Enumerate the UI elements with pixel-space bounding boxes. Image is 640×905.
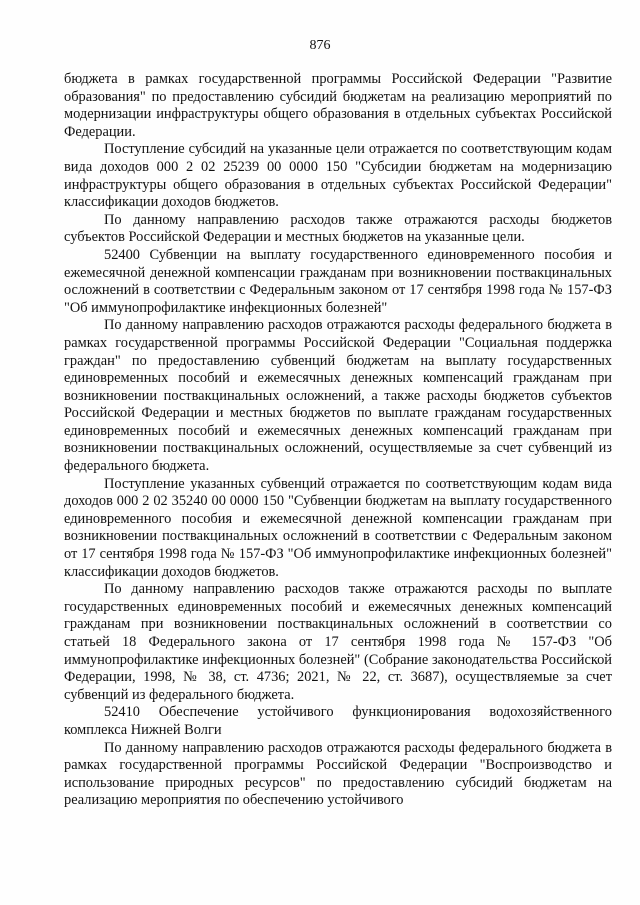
paragraph-subsidy-income: Поступление субсидий на указанные цели отражается по соответствующим кодам вида доходов 000 2 02 25239 00 0000 150 "Субсидии бюджетам на модернизацию инфраструктуры общего образования в отдельных субъектах Российской Федерации" классификации доходов бюджетов. <box>64 141 612 211</box>
document-body <box>64 71 612 810</box>
paragraph-subvention-income: Поступление указанных субвенций отражается по соответствующим кодам вида доходов 000 2 02 35240 00 0000 150 "Субвенции бюджетам на выплату государственного единовременного пособия и ежемесячной денежной компенсации гражданам при возникновении поствакцинальных осложнений в соответствии с Федеральным законом от 17 сентября 1998 года № 157-ФЗ "Об иммунопрофилактике инфекционных болезней" классификации доходов бюджетов. <box>64 475 612 580</box>
paragraph-federal-expenses: По данному направлению расходов отражаются расходы федерального бюджета в рамках государственной программы Российской Федерации "Социальная поддержка граждан" по предоставлению субвенций бюджетам на выплату государственных единовременных пособий и ежемесячных денежных компенсаций гражданам при возникновении поствакцинальных осложнений, а также расходы бюджетов субъектов Российской Федерации и местных бюджетов по выплате гражданам государственных единовременных пособий и ежемесячных денежных компенсаций гражданам при возникновении поствакцинальных осложнений, осуществляемые за счет субвенций из федерального бюджета. <box>64 317 612 475</box>
paragraph-continuation: бюджета в рамках государственной программы Российской Федерации "Развитие образования" по предоставлению субсидий бюджетам на реализацию мероприятий по модернизации инфраструктуры общего образования в отдельных субъектах Российской Федерации. <box>64 71 612 140</box>
page-number: 876 <box>309 38 331 53</box>
section-heading-52410: 52410 Обеспечение устойчивого функционирования водохозяйственного комплекса Нижней Волги <box>64 704 612 738</box>
paragraph-regional-expenses: По данному направлению расходов также отражаются расходы бюджетов субъектов Российской Федерации и местных бюджетов на указанные цели. <box>64 211 612 246</box>
paragraph-payment-expenses: По данному направлению расходов также отражаются расходы по выплате государственных единовременных пособий и ежемесячных денежных компенсаций гражданам при возникновении поствакцинальных осложнений в соответствии со статьей 18 Федерального закона от 17 сентября 1998 года № 157-ФЗ "Об иммунопрофилактике инфекционных болезней" (Собрание законодательства Российской Федерации, 1998, № 38, ст. 4736; 2021, № 22, ст. 3687), осуществляемые за счет субвенций из федерального бюджета. <box>64 581 612 703</box>
paragraph-volga-expenses: По данному направлению расходов отражаются расходы федерального бюджета в рамках государственной программы Российской Федерации "Воспроизводство и использование природных ресурсов" по предоставлению субсидий бюджетам на реализацию мероприятия по обеспечению устойчивого <box>64 739 612 809</box>
section-heading-52400: 52400 Субвенции на выплату государственного единовременного пособия и ежемесячной денежной компенсации гражданам при возникновении поствакцинальных осложнений в соответствии с Федеральным законом от 17 сентября 1998 года № 157-ФЗ "Об иммунопрофилактике инфекционных болезней" <box>64 246 612 316</box>
